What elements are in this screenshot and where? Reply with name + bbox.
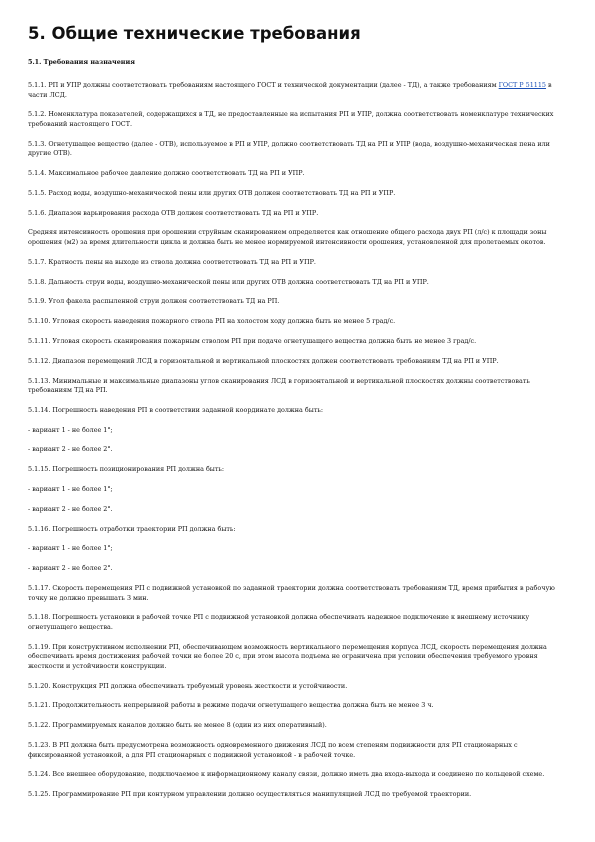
paragraph: 5.1.3. Огнетушащее вещество (далее - ОТВ), используемое в РП и УПР, должно соответствовать ТД на РП и УПР (вода, воздушно-механическая пена или другие ОТВ). <box>28 139 550 158</box>
paragraph: 5.1.23. В РП должна быть предусмотрена возможность одновременного движения ЛСД по всем степеням подвижности для РП стационарных с фиксированной установкой, а для РП стационарных с подвижной установкой - в рабочей точке. <box>28 741 518 759</box>
document-body <box>28 81 567 800</box>
section-heading: 5.1. Требования назначения <box>28 58 135 66</box>
paragraph: 5.1.4. Максимальное рабочее давление должно соответствовать ТД на РП и УПР. <box>28 169 305 178</box>
paragraph: 5.1.13. Минимальные и максимальные диапазоны углов сканирования ЛСД в горизонтальной и вертикальной плоскостях должны соответствовать требованиям ТД на РП. <box>28 376 530 395</box>
paragraph: 5.1.2. Номенклатура показателей, содержащихся в ТД, не предоставленные на испытания РП и УПР, должна соответствовать номенклатуре технических требований настоящего ГОСТ. <box>28 110 554 128</box>
paragraph: - вариант 2 - не более 2°. <box>28 504 113 513</box>
paragraph: 5.1.11. Угловая скорость сканирования пожарным стволом РП при подаче огнетушащего вещества должна быть не менее 3 град/с. <box>28 336 477 345</box>
paragraph: - вариант 1 - не более 1°; <box>28 485 113 494</box>
gost-link[interactable]: ГОСТ Р 51115 <box>498 81 546 89</box>
paragraph: 5.1.5. Расход воды, воздушно-механической пены или других ОТВ должен соответствовать ТД на РП и УПР. <box>28 188 396 197</box>
paragraph: - вариант 1 - не более 1°; <box>28 544 113 553</box>
paragraph: 5.1.25. Программирование РП при контурном управлении должно осуществляться манипуляцией ЛСД по требуемой траектории. <box>28 790 472 799</box>
paragraph: 5.1.9. Угол факела распыленной струи должен соответствовать ТД на РП. <box>28 297 280 306</box>
paragraph: - вариант 2 - не более 2°. <box>28 564 113 573</box>
paragraph <box>28 81 567 100</box>
page-title: 5. Общие технические требования <box>28 24 361 43</box>
paragraph: 5.1.21. Продолжительность непрерывной работы в режиме подачи огнетушащего вещества должна быть не менее 3 ч. <box>28 701 434 710</box>
paragraph: 5.1.14. Погрешность наведения РП в соответствии заданной координате должна быть: <box>28 405 323 414</box>
paragraph: 5.1.7. Кратность пены на выходе из ствола должна соответствовать ТД на РП и УПР. <box>28 257 316 266</box>
paragraph-text: в части ЛСД. <box>28 81 552 99</box>
paragraph: 5.1.10. Угловая скорость наведения пожарного ствола РП на холостом ходу должна быть не менее 5 град/с. <box>28 317 396 326</box>
paragraph: 5.1.17. Скорость перемещения РП с подвижной установкой по заданной траектории должна соответствовать требованиям ТД, время прибытия в рабочую точку не должно превышать 3 мин. <box>28 583 555 602</box>
paragraph: 5.1.18. Погрешность установки в рабочей точке РП с подвижной установкой должна обеспечивать надежное подключение к внешнему источнику огнетушащего вещества. <box>28 613 530 631</box>
paragraph: 5.1.12. Диапазон перемещений ЛСД в горизонтальной и вертикальной плоскостях должен соответствовать требованиям ТД на РП и УПР. <box>28 356 499 365</box>
paragraph: 5.1.6. Диапазон варьирования расхода ОТВ должен соответствовать ТД на РП и УПР. <box>28 208 319 217</box>
paragraph: - вариант 2 - не более 2°. <box>28 445 113 454</box>
paragraph: 5.1.22. Программируемых каналов должно быть не менее 8 (один из них оперативный). <box>28 721 327 730</box>
paragraph: 5.1.20. Конструкция РП должна обеспечивать требуемый уровень жесткости и устойчивости. <box>28 681 348 690</box>
paragraph: 5.1.24. Все внешнее оборудование, подключаемое к информационному каналу связи, должно иметь два входа-выхода и соединено по кольцевой схеме. <box>28 770 545 779</box>
paragraph-text: 5.1.1. РП и УПР должны соответствовать требованиям настоящего ГОСТ и технической документации (далее - ТД), а также требованиям <box>28 81 499 89</box>
paragraph: 5.1.19. При конструктивном исполнении РП, обеспечивающем возможность вертикального перемещения корпуса ЛСД, скорость перемещения должна обеспечивать время достижения рабочей точки не более 20 с, при этом высота подъема не ограничена при условии обеспечения требуемого уровня жесткости и устойчивости конструкции. <box>28 642 547 670</box>
paragraph: 5.1.15. Погрешность позиционирования РП должна быть: <box>28 465 225 474</box>
paragraph: 5.1.16. Погрешность отработки траектории РП должна быть: <box>28 524 236 533</box>
paragraph: 5.1.8. Дальность струи воды, воздушно-механической пены или других ОТВ должна соответствовать ТД на РП и УПР. <box>28 277 429 286</box>
paragraph: - вариант 1 - не более 1°; <box>28 425 113 434</box>
paragraph: Средняя интенсивность орошения при орошении струйным сканированием определяется как отношение общего расхода двух РП (л/с) к площади зоны орошения (м2) за время длительности цикла и должна быть не менее нормируемой интенсивности орошения, установленной для пролетаемых окотов. <box>28 228 547 247</box>
